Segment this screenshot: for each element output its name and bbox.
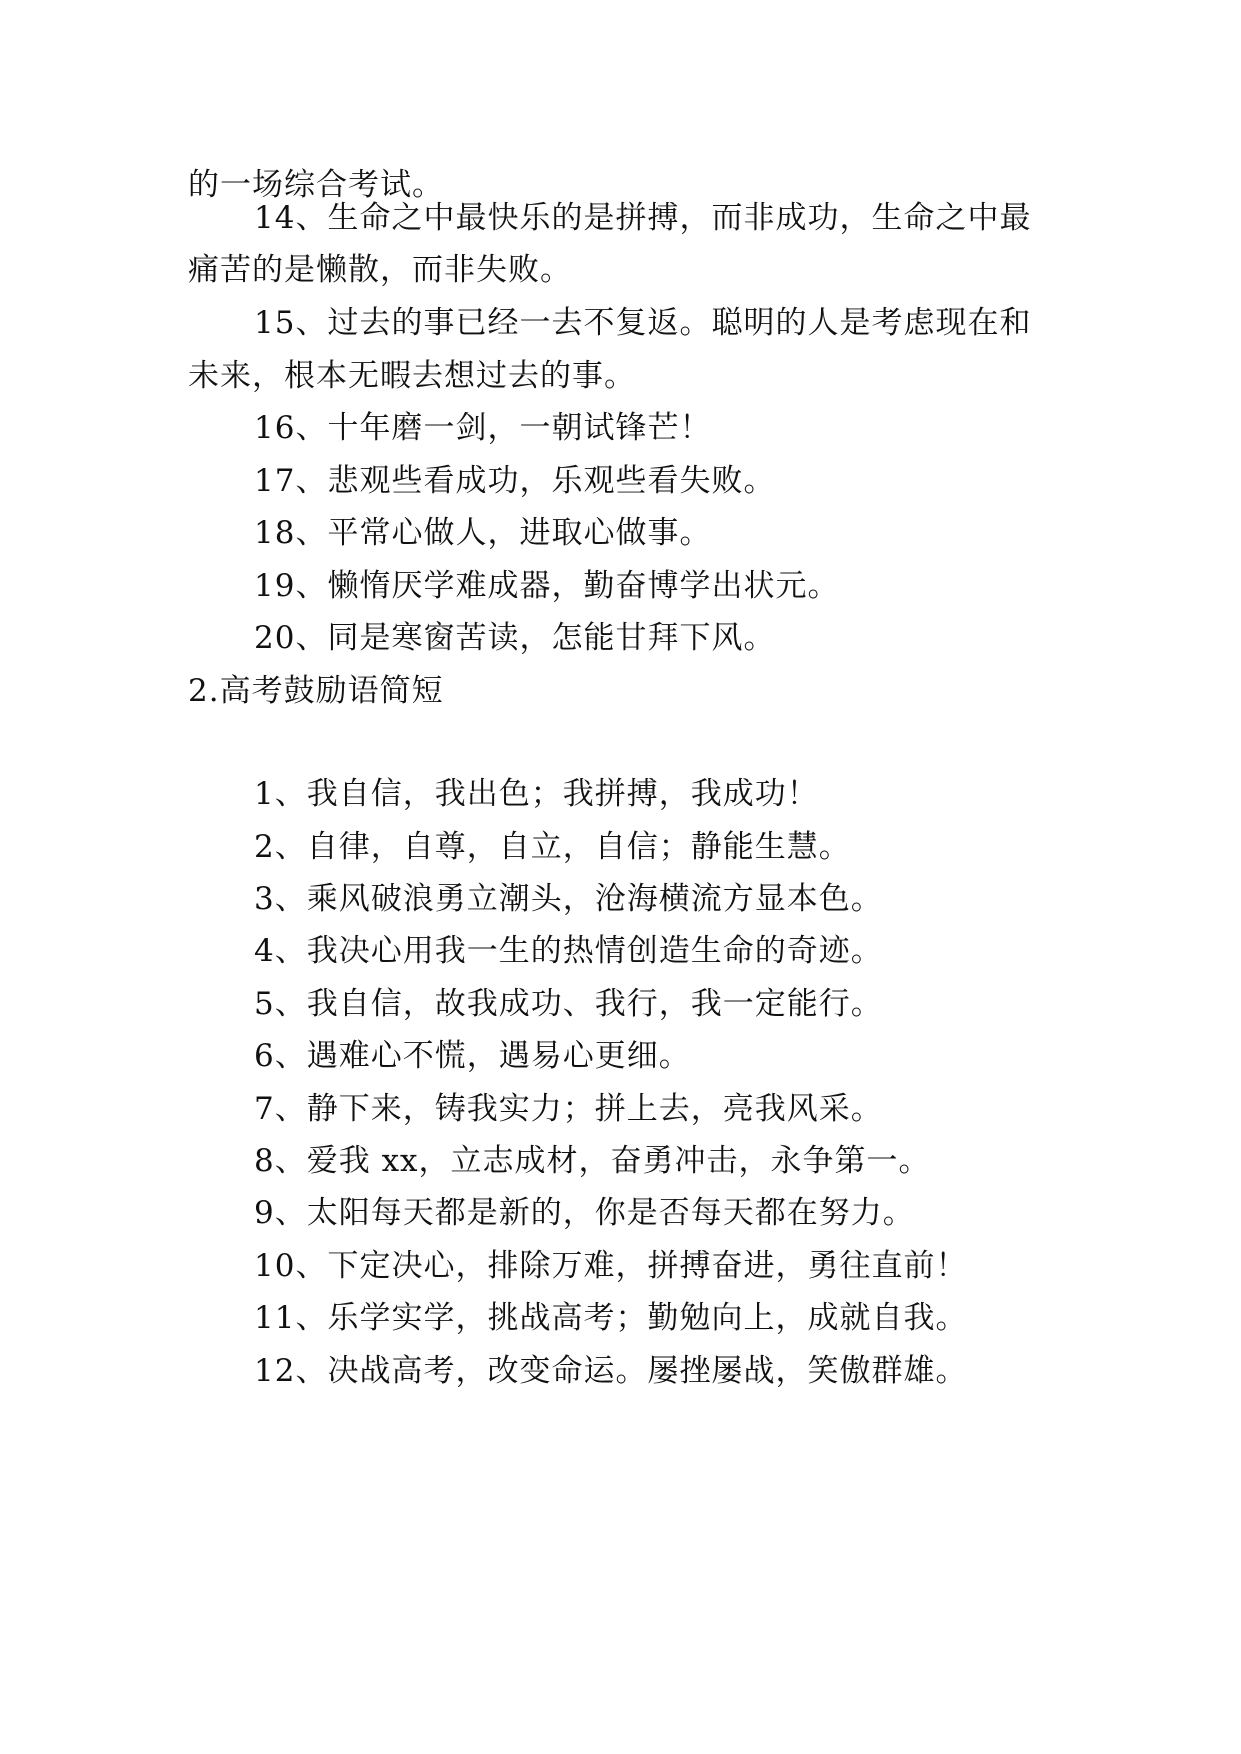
quote-14-line-2: 痛苦的是懒散，而非失败。 xyxy=(188,252,572,288)
list-item: 3、乘风破浪勇立潮头，沧海横流方显本色。 xyxy=(254,881,883,917)
quote-17: 17、悲观些看成功，乐观些看失败。 xyxy=(254,463,776,499)
list-item: 11、乐学实学，挑战高考；勤勉向上，成就自我。 xyxy=(254,1300,968,1336)
list-item: 10、下定决心，排除万难，拼搏奋进，勇往直前！ xyxy=(254,1248,968,1284)
paragraph-continuation-line: 的一场综合考试。 xyxy=(188,167,444,203)
list-item: 9、太阳每天都是新的，你是否每天都在努力。 xyxy=(254,1195,915,1231)
quote-18: 18、平常心做人，进取心做事。 xyxy=(254,515,712,551)
quote-20: 20、同是寒窗苦读，怎能甘拜下风。 xyxy=(254,620,776,656)
list-item: 1、我自信，我出色；我拼搏，我成功！ xyxy=(254,776,819,812)
list-item: 6、遇难心不慌，遇易心更细。 xyxy=(254,1038,691,1074)
list-item: 8、爱我 xx，立志成材，奋勇冲击，永争第一。 xyxy=(254,1143,931,1179)
section-heading: 2.高考鼓励语简短 xyxy=(188,673,444,709)
list-item: 7、静下来，铸我实力；拼上去，亮我风采。 xyxy=(254,1091,883,1127)
quote-15-line-1: 15、过去的事已经一去不复返。聪明的人是考虑现在和 xyxy=(254,305,1032,341)
quote-19: 19、懒惰厌学难成器，勤奋博学出状元。 xyxy=(254,568,840,604)
quote-15-line-2: 未来，根本无暇去想过去的事。 xyxy=(188,358,636,394)
list-item: 2、自律，自尊，自立，自信；静能生慧。 xyxy=(254,829,851,865)
list-item: 12、决战高考，改变命运。屡挫屡战，笑傲群雄。 xyxy=(254,1353,968,1389)
list-item: 4、我决心用我一生的热情创造生命的奇迹。 xyxy=(254,933,883,969)
quote-14-line-1: 14、生命之中最快乐的是拼搏，而非成功，生命之中最 xyxy=(254,200,1032,236)
list-item: 5、我自信，故我成功、我行，我一定能行。 xyxy=(254,986,883,1022)
quote-16: 16、十年磨一剑，一朝试锋芒！ xyxy=(254,410,712,446)
